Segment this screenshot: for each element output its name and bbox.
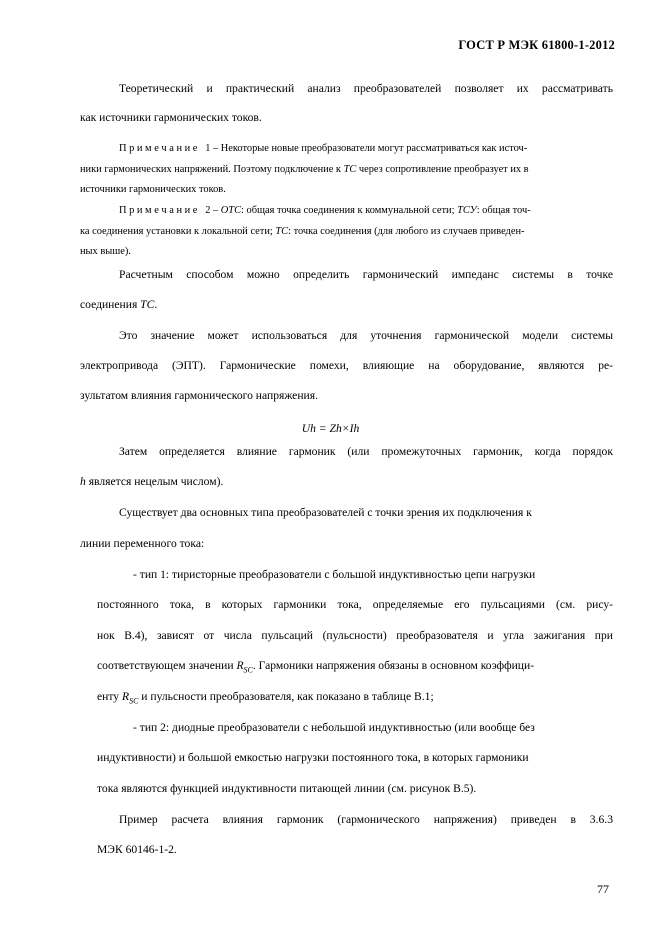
note-term: ТС (275, 226, 289, 237)
note-line: ных выше). (80, 246, 131, 257)
paragraph-line: Теоретический и практический анализ преобразователей позволяет их рассматривать (119, 82, 613, 95)
note-line (80, 225, 613, 239)
note-text: ники гармонических напряжений. Поэтому подключение к (80, 164, 344, 175)
note-text: : общая точ- (476, 205, 531, 216)
list-item-line (97, 659, 613, 677)
paragraph-line: как источники гармонических токов. (80, 111, 262, 124)
paragraph-line: зультатом влияния гармонического напряжения. (80, 389, 318, 402)
paragraph-line (80, 475, 613, 489)
list-item-line: тока являются функцией индуктивности питающей линии (см. рисунок В.5). (97, 782, 477, 795)
formula: Uh = Zh×Ih (301, 422, 360, 435)
text-span: соответствующем значении (97, 659, 237, 672)
paragraph-line: Это значение может использоваться для уточнения гармонической модели системы (119, 329, 613, 342)
text-span: енту (97, 690, 122, 703)
term: ТС (140, 298, 155, 311)
subscript: SC (129, 696, 139, 706)
note-text: : общая точка соединения к коммунальной сети; (241, 205, 458, 216)
text-span: . Гармоники напряжения обязаны в основном коэффици- (252, 659, 535, 672)
list-item-line: - тип 2: диодные преобразователи с небольшой индуктивностью (или вообще без (133, 721, 535, 734)
note-term: ОТС (220, 205, 242, 216)
note-text: через сопротивление преобразует их в (356, 164, 529, 175)
paragraph-line (80, 298, 613, 312)
list-item-line: нок В.4), зависят от числа пульсаций (пульсности) преобразователя и угла зажигания при (97, 629, 613, 642)
list-item-line: - тип 1: тиристорные преобразователи с большой индуктивностью цепи нагрузки (133, 568, 536, 581)
note-line: источники гармонических токов. (80, 184, 226, 195)
list-item-line: постоянного тока, в которых гармоники тока, определяемые его пульсациями (см. рису- (97, 598, 613, 611)
paragraph-line: Пример расчета влияния гармоник (гармонического напряжения) приведен в 3.6.3 (119, 813, 613, 826)
text-span: . (154, 298, 158, 311)
note-text: 2 – (205, 205, 221, 216)
paragraph-line: линии переменного тока: (80, 537, 205, 550)
paragraph-line: Существует два основных типа преобразователей с точки зрения их подключения к (119, 506, 532, 519)
note-term: ТСУ (457, 205, 477, 216)
text-span: соединения (80, 298, 141, 311)
subscript: SC (243, 665, 253, 675)
note-text: ка соединения установки к локальной сети; (80, 226, 276, 237)
text-span: является нецелым числом). (85, 475, 224, 488)
text-span: и пульсности преобразователя, как показано в таблице В.1; (138, 690, 434, 703)
note-label: П р и м е ч а н и е (119, 205, 198, 216)
term: h (80, 475, 86, 488)
paragraph-line: Затем определяется влияние гармоник (или промежуточных гармоник, когда порядок (119, 445, 613, 458)
note-line (119, 142, 613, 156)
document-header: ГОСТ Р МЭК 61800-1-2012 (458, 38, 615, 52)
note-label: П р и м е ч а н и е (119, 143, 198, 154)
list-item-line (97, 690, 613, 708)
term: R (121, 690, 130, 703)
list-item-line: индуктивности) и большой емкостью нагрузки постоянного тока, в которых гармоники (97, 751, 529, 764)
paragraph-line: Расчетным способом можно определить гармонический импеданс системы в точке (119, 268, 613, 281)
paragraph-line: электропривода (ЭПТ). Гармонические помехи, влияющие на оборудование, являются ре- (80, 359, 613, 372)
paragraph-line: МЭК 60146-1-2. (97, 843, 177, 856)
note-text: : точка соединения (для любого из случаев приведен- (288, 226, 525, 237)
term: R (236, 659, 244, 672)
note-line (80, 163, 613, 177)
note-term: ТС (343, 164, 357, 175)
note-line (119, 204, 613, 218)
note-text: 1 – Некоторые новые преобразователи могут рассматриваться как источ- (205, 143, 528, 154)
page-number: 77 (597, 882, 609, 896)
